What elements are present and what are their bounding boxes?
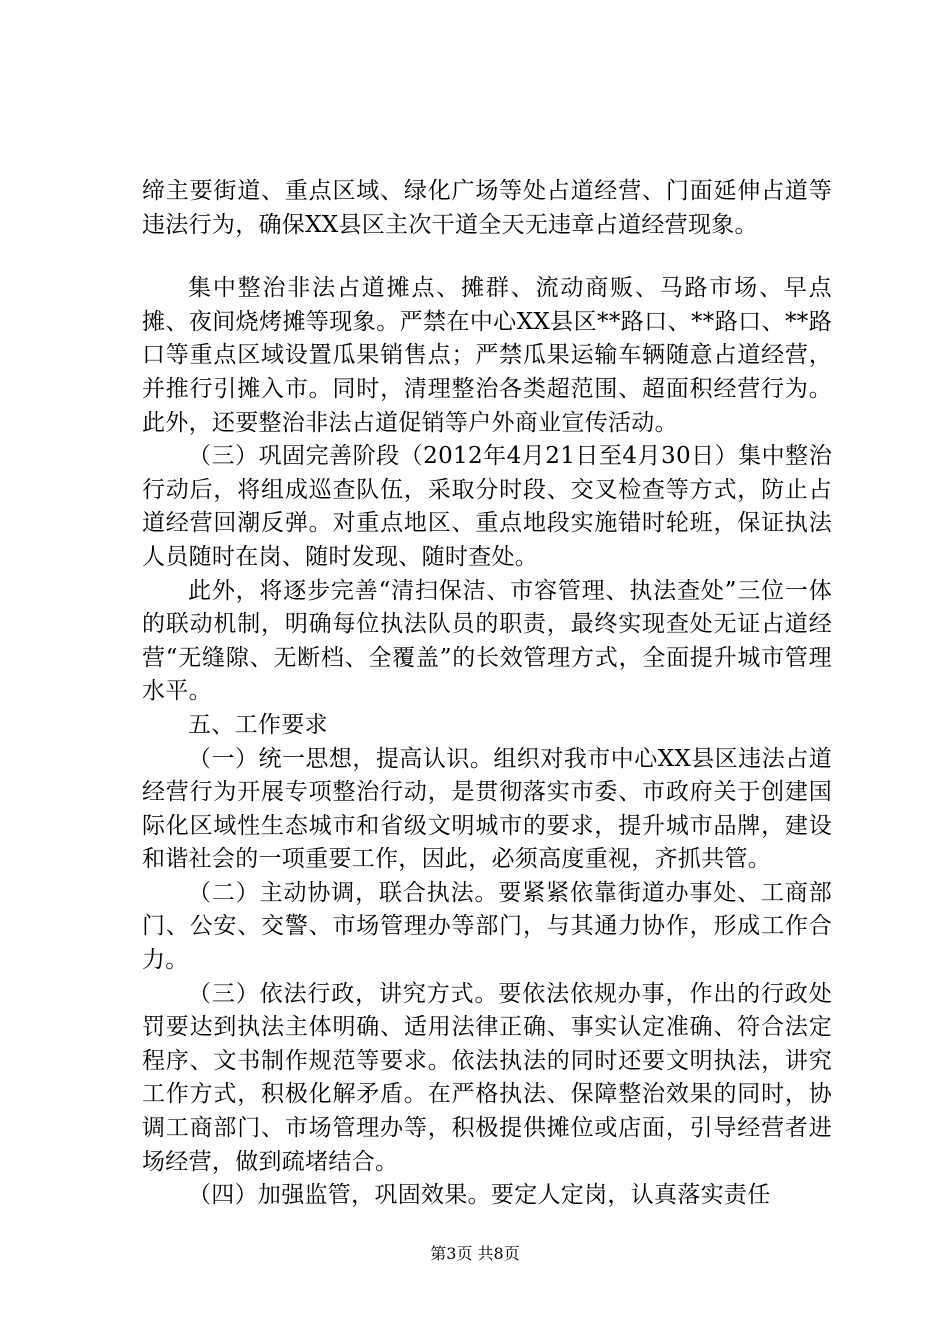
paragraph-3: （三）巩固完善阶段（2012年4月21日至4月30日）集中整治行动后，将组成巡查队伍，采取分时段、交叉检查等方式，防止占道经营回潮反弹。对重点地区、重点地段实施错时轮班，保证执法人员随时在岗、随时发现、随时查处。 — [142, 443, 832, 570]
page-number-footer: 第3页 共8页 — [430, 1244, 520, 1263]
section-heading: 五、工作要求 — [188, 711, 328, 738]
paragraph-4: 此外，将逐步完善“清扫保洁、市容管理、执法查处”三位一体的联动机制，明确每位执法队员的职责，最终实现查处无证占道经营“无缝隙、无断档、全覆盖”的长效管理方式，全面提升城市管理水平。 — [142, 577, 832, 705]
paragraph-2: 集中整治非法占道摊点、摊群、流动商贩、马路市场、早点摊、夜间烧烤摊等现象。严禁在中心XX县区**路口、**路口、**路口等重点区域设置瓜果销售点；严禁瓜果运输车辆随意占道经营，并推行引摊入市。同时，清理整治各类超范围、超面积经营行为。此外，还要整治非法占道促销等户外商业宣传活动。 — [142, 275, 832, 436]
document-body — [142, 175, 832, 1213]
paragraph-7: （三）依法行政，讲究方式。要依法依规办事，作出的行政处罚要达到执法主体明确、适用法律正确、事实认定准确、符合法定程序、文书制作规范等要求。依法执法的同时还要文明执法，讲究工作方式，积极化解矛盾。在严格执法、保障整治效果的同时，协调工商部门、市场管理办等，积极提供摊位或店面，引导经营者进场经营，做到疏堵结合。 — [142, 980, 832, 1175]
paragraph-8: （四）加强监管，巩固效果。要定人定岗，认真落实责任 — [188, 1182, 771, 1209]
paragraph-6: （二）主动协调，联合执法。要紧紧依靠街道办事处、工商部门、公安、交警、市场管理办等部门，与其通力协作，形成工作合力。 — [142, 879, 832, 974]
paragraph-1: 缔主要街道、重点区域、绿化广场等处占道经营、门面延伸占道等违法行为，确保XX县区主次干道全天无违章占道经营现象。 — [142, 178, 832, 238]
paragraph-5: （一）统一思想，提高认识。组织对我市中心XX县区违法占道经营行为开展专项整治行动，是贯彻落实市委、市政府关于创建国际化区域性生态城市和省级文明城市的要求，提升城市品牌，建设和谐社会的一项重要工作，因此，必须高度重视，齐抓共管。 — [142, 745, 832, 873]
